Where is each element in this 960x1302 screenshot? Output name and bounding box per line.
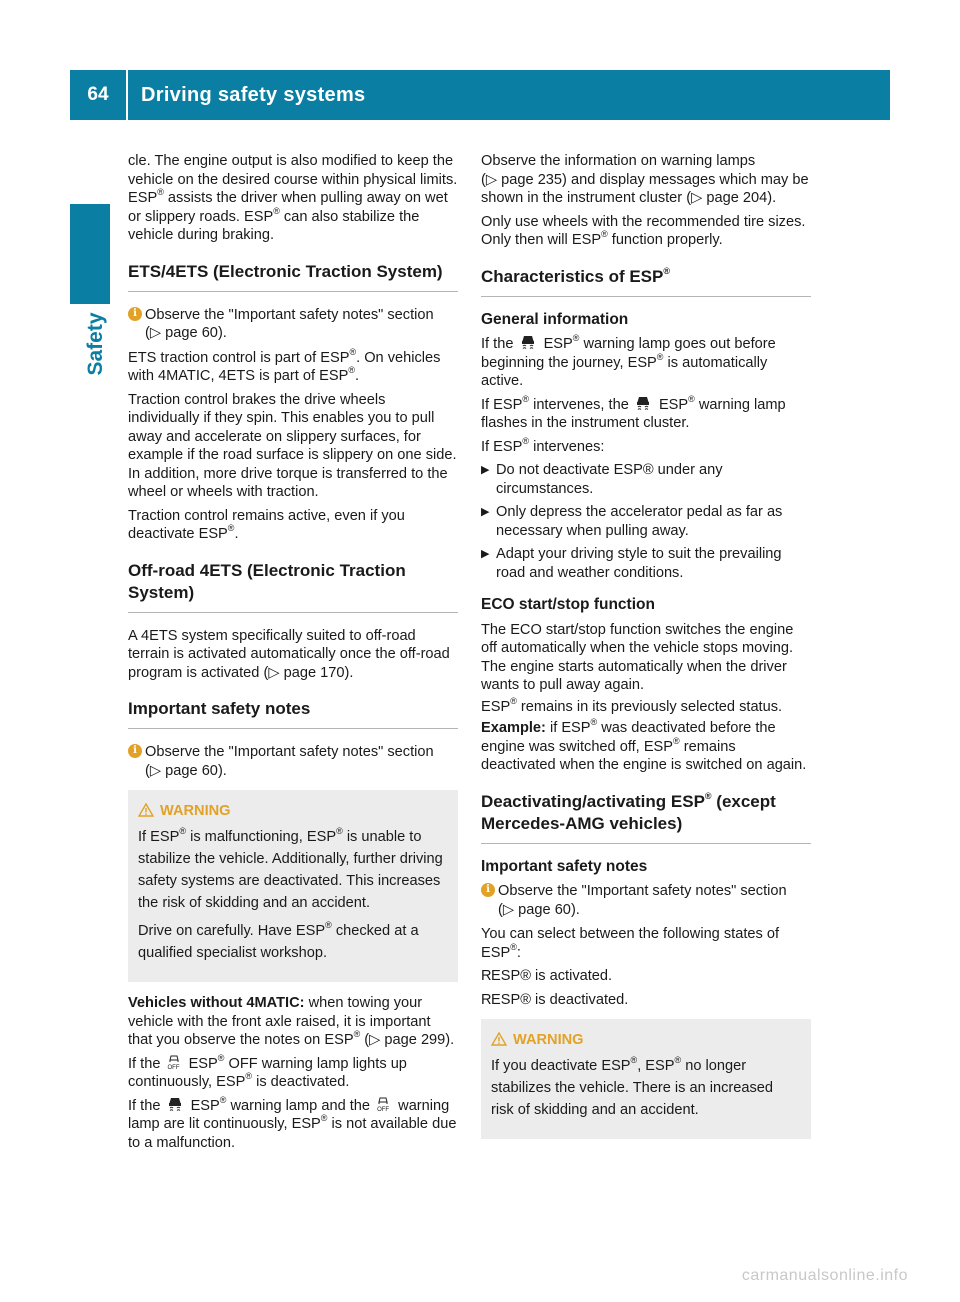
general-info-heading: General information (481, 310, 629, 328)
page-ref-link[interactable]: ▷ page 204 (691, 190, 768, 206)
watermark: carmanualsonline.info (741, 1267, 908, 1284)
esp-warning-lamp-icon (635, 396, 651, 411)
info-icon: i (481, 883, 495, 897)
warning-title: WARNING (491, 1029, 799, 1051)
page-ref-link[interactable]: ▷ page 170 (268, 664, 345, 681)
safety-info-note: i Observe the "Important safety notes" section (▷ page 60). (481, 882, 811, 919)
ets-paragraph-3: Traction control remains active, even if you deactivate ESP®. (128, 507, 405, 542)
esp-off-lamp-paragraph: If the OFF ESP® OFF warning lamp lights up continuously, ESP® is deactivated. (128, 1052, 407, 1090)
state-item: R ESP® is deactivated. (481, 991, 629, 1008)
esp-off-warning-lamp-icon: OFF (376, 1097, 390, 1113)
general-paragraph-3: If ESP® intervenes: (481, 435, 605, 455)
section-tab-marker (70, 204, 110, 304)
offroad-heading: Off-road 4ETS (Electronic Traction System) (128, 560, 458, 613)
section-tab-text: Safety (84, 312, 107, 376)
select-states-paragraph: You can select between the following states of ESP®: (481, 926, 780, 961)
characteristics-heading: Characteristics of ESP® (481, 266, 811, 297)
ets-paragraph-2: Traction control brakes the drive wheels individually if they spin. This enables you to pull away and accelerate on slippery surfaces, for example if the road surface is slippery on one side. In addition, more drive torque is transferred to the wheel or wheels with traction. (128, 391, 457, 500)
ets-paragraph-1: ETS traction control is part of ESP®. On vehicles with 4MATIC, 4ETS is part of ESP®. (128, 346, 441, 384)
left-column (128, 152, 458, 1157)
page-ref-link[interactable]: ▷ page 60 (149, 325, 218, 341)
tires-paragraph: Only use wheels with the recommended tire sizes. Only then will ESP® function properly. (481, 213, 806, 248)
bullet-arrow-icon: ▶ (481, 548, 490, 560)
both-lamps-paragraph: If the ESP® warning lamp and the OFF warning lamp are lit continuously, ESP® is not available due to a malfunction. (128, 1094, 457, 1151)
instruction-item: ▶ Only depress the accelerator pedal as far as necessary when pulling away. (481, 504, 783, 539)
esp-warning-lamp-icon (520, 335, 536, 350)
warning-triangle-icon (491, 1032, 507, 1046)
info-icon: i (128, 744, 142, 758)
warning-text: If you deactivate ESP®, ESP® no longer stabilizes the vehicle. There is an increased risk of skidding and an accident. (491, 1055, 774, 1118)
right-column (481, 152, 811, 1151)
offroad-paragraph: A 4ETS system specifically suited to off-road terrain is activated automatically once the off-road program is activated (▷ page 170). (128, 627, 450, 681)
safety-info-note: i Observe the "Important safety notes" section (▷ page 60). (128, 743, 458, 780)
warning-lamps-paragraph: Observe the information on warning lamps (▷ page 235) and display messages which may be shown in the instrument cluster (▷ page 204). (481, 153, 809, 206)
ets-heading: ETS/4ETS (Electronic Traction System) (128, 261, 458, 292)
eco-paragraph-1: The ECO start/stop function switches the engine off automatically when the vehicle stops moving. The engine starts automatically when the driver wants to pull away again. (481, 621, 794, 693)
warning-box (481, 1019, 811, 1139)
page-number: 64 (87, 84, 109, 105)
warning-text-1: If ESP® is malfunctioning, ESP® is unable to stabilize the vehicle. Additionally, further driving safety systems are deactivated. This increases the risk of skidding and an accident. (138, 826, 443, 911)
warning-text-2: Drive on carefully. Have ESP® checked at a qualified specialist workshop. (138, 920, 419, 961)
esp-warning-lamp-icon (167, 1097, 183, 1112)
eco-example: Example: if ESP® was deactivated before the engine was switched off, ESP® remains deactivated when the engine is switched on again. (481, 717, 807, 773)
general-paragraph-1: If the ESP® warning lamp goes out before beginning the journey, ESP® is automatically active. (481, 333, 776, 389)
intro-paragraph: cle. The engine output is also modified to keep the vehicle on the desired course within physical limits. ESP® assists the driver when pulling away on wet or slippery roads. ESP® can also stabilize the vehicle during braking. (128, 153, 458, 243)
instruction-item: ▶ Do not deactivate ESP® under any circumstances. (481, 462, 723, 497)
section-tab-label (74, 304, 118, 384)
towing-paragraph: Vehicles without 4MATIC: when towing your vehicle with the front axle raised, it is important that you observe the notes on ESP® (▷ page 299). (128, 995, 455, 1048)
instruction-item: ▶ Adapt your driving style to suit the prevailing road and weather conditions. (481, 546, 782, 581)
eco-heading: ECO start/stop function (481, 596, 655, 613)
ets-info-note: i Observe the "Important safety notes" section (▷ page 60). (128, 306, 458, 343)
state-item: R ESP® is activated. (481, 968, 613, 984)
bullet-arrow-icon: ▶ (481, 464, 490, 476)
page-ref-link[interactable]: ▷ page 299 (369, 1032, 446, 1048)
page-ref-link[interactable]: ▷ page 235 (485, 171, 563, 188)
page-ref-link[interactable]: ▷ page 60 (149, 762, 218, 779)
info-icon: i (128, 307, 142, 321)
page-ref-link[interactable]: ▷ page 60 (502, 901, 571, 918)
safety-notes-heading: Important safety notes (481, 857, 648, 875)
header-divider (126, 70, 128, 120)
page-title: Driving safety systems (141, 84, 366, 106)
deactivating-heading: Deactivating/activating ESP® (except Mercedes-AMG vehicles) (481, 791, 811, 844)
eco-paragraph-2: ESP® remains in its previously selected status. (481, 695, 783, 715)
warning-title: WARNING (138, 800, 446, 822)
warning-box (128, 790, 458, 982)
warning-triangle-icon (138, 803, 154, 817)
bullet-arrow-icon: ▶ (481, 506, 490, 518)
safety-notes-heading: Important safety notes (128, 698, 458, 729)
general-paragraph-2: If ESP® intervenes, the ESP® warning lamp flashes in the instrument cluster. (481, 393, 786, 431)
esp-off-warning-lamp-icon: OFF (167, 1055, 181, 1071)
